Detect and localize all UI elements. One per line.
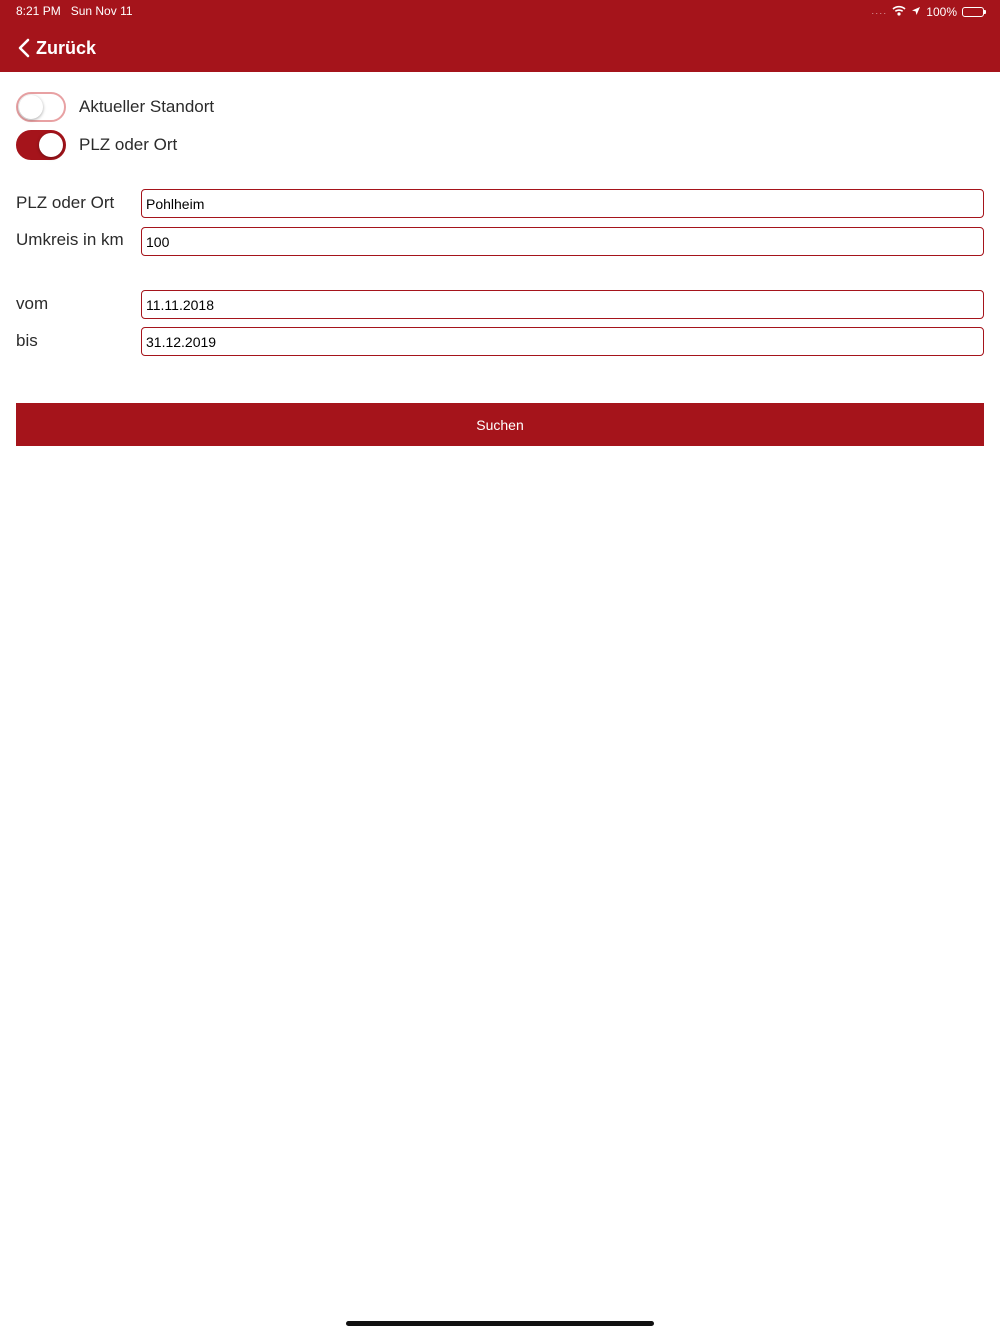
- back-button[interactable]: [18, 36, 96, 60]
- signal-dots-icon: ····: [871, 8, 888, 18]
- toggle-row-plz: [16, 130, 177, 160]
- status-bar-right: [871, 4, 984, 20]
- toggle-knob: [39, 133, 63, 157]
- radius-field-label: Umkreis in km: [16, 230, 124, 249]
- to-date-label: bis: [16, 331, 38, 350]
- home-indicator[interactable]: [346, 1321, 654, 1326]
- plz-input[interactable]: [141, 189, 984, 218]
- status-date: Sun Nov 11: [70, 4, 133, 18]
- search-button[interactable]: Suchen: [16, 403, 984, 446]
- status-time: 8:21 PM: [16, 4, 61, 18]
- location-arrow-icon: [911, 5, 921, 19]
- battery-percent: 100%: [926, 5, 957, 19]
- to-date-input[interactable]: [141, 327, 984, 356]
- chevron-left-icon: [18, 38, 30, 58]
- toggle-row-current-location: [16, 92, 214, 122]
- top-bar: [0, 0, 1000, 72]
- wifi-icon: [892, 5, 906, 19]
- from-date-input[interactable]: [141, 290, 984, 319]
- back-button-label: Zurück: [36, 37, 97, 58]
- battery-icon: [962, 7, 984, 17]
- from-date-label: vom: [16, 294, 49, 313]
- toggle-knob: [19, 95, 43, 119]
- current-location-toggle[interactable]: [16, 92, 66, 122]
- radius-input[interactable]: [141, 227, 984, 256]
- current-location-label: Aktueller Standort: [79, 97, 215, 116]
- plz-toggle[interactable]: [16, 130, 66, 160]
- status-bar-left: [16, 4, 143, 18]
- plz-toggle-label: PLZ oder Ort: [79, 135, 178, 154]
- plz-field-label: PLZ oder Ort: [16, 193, 115, 212]
